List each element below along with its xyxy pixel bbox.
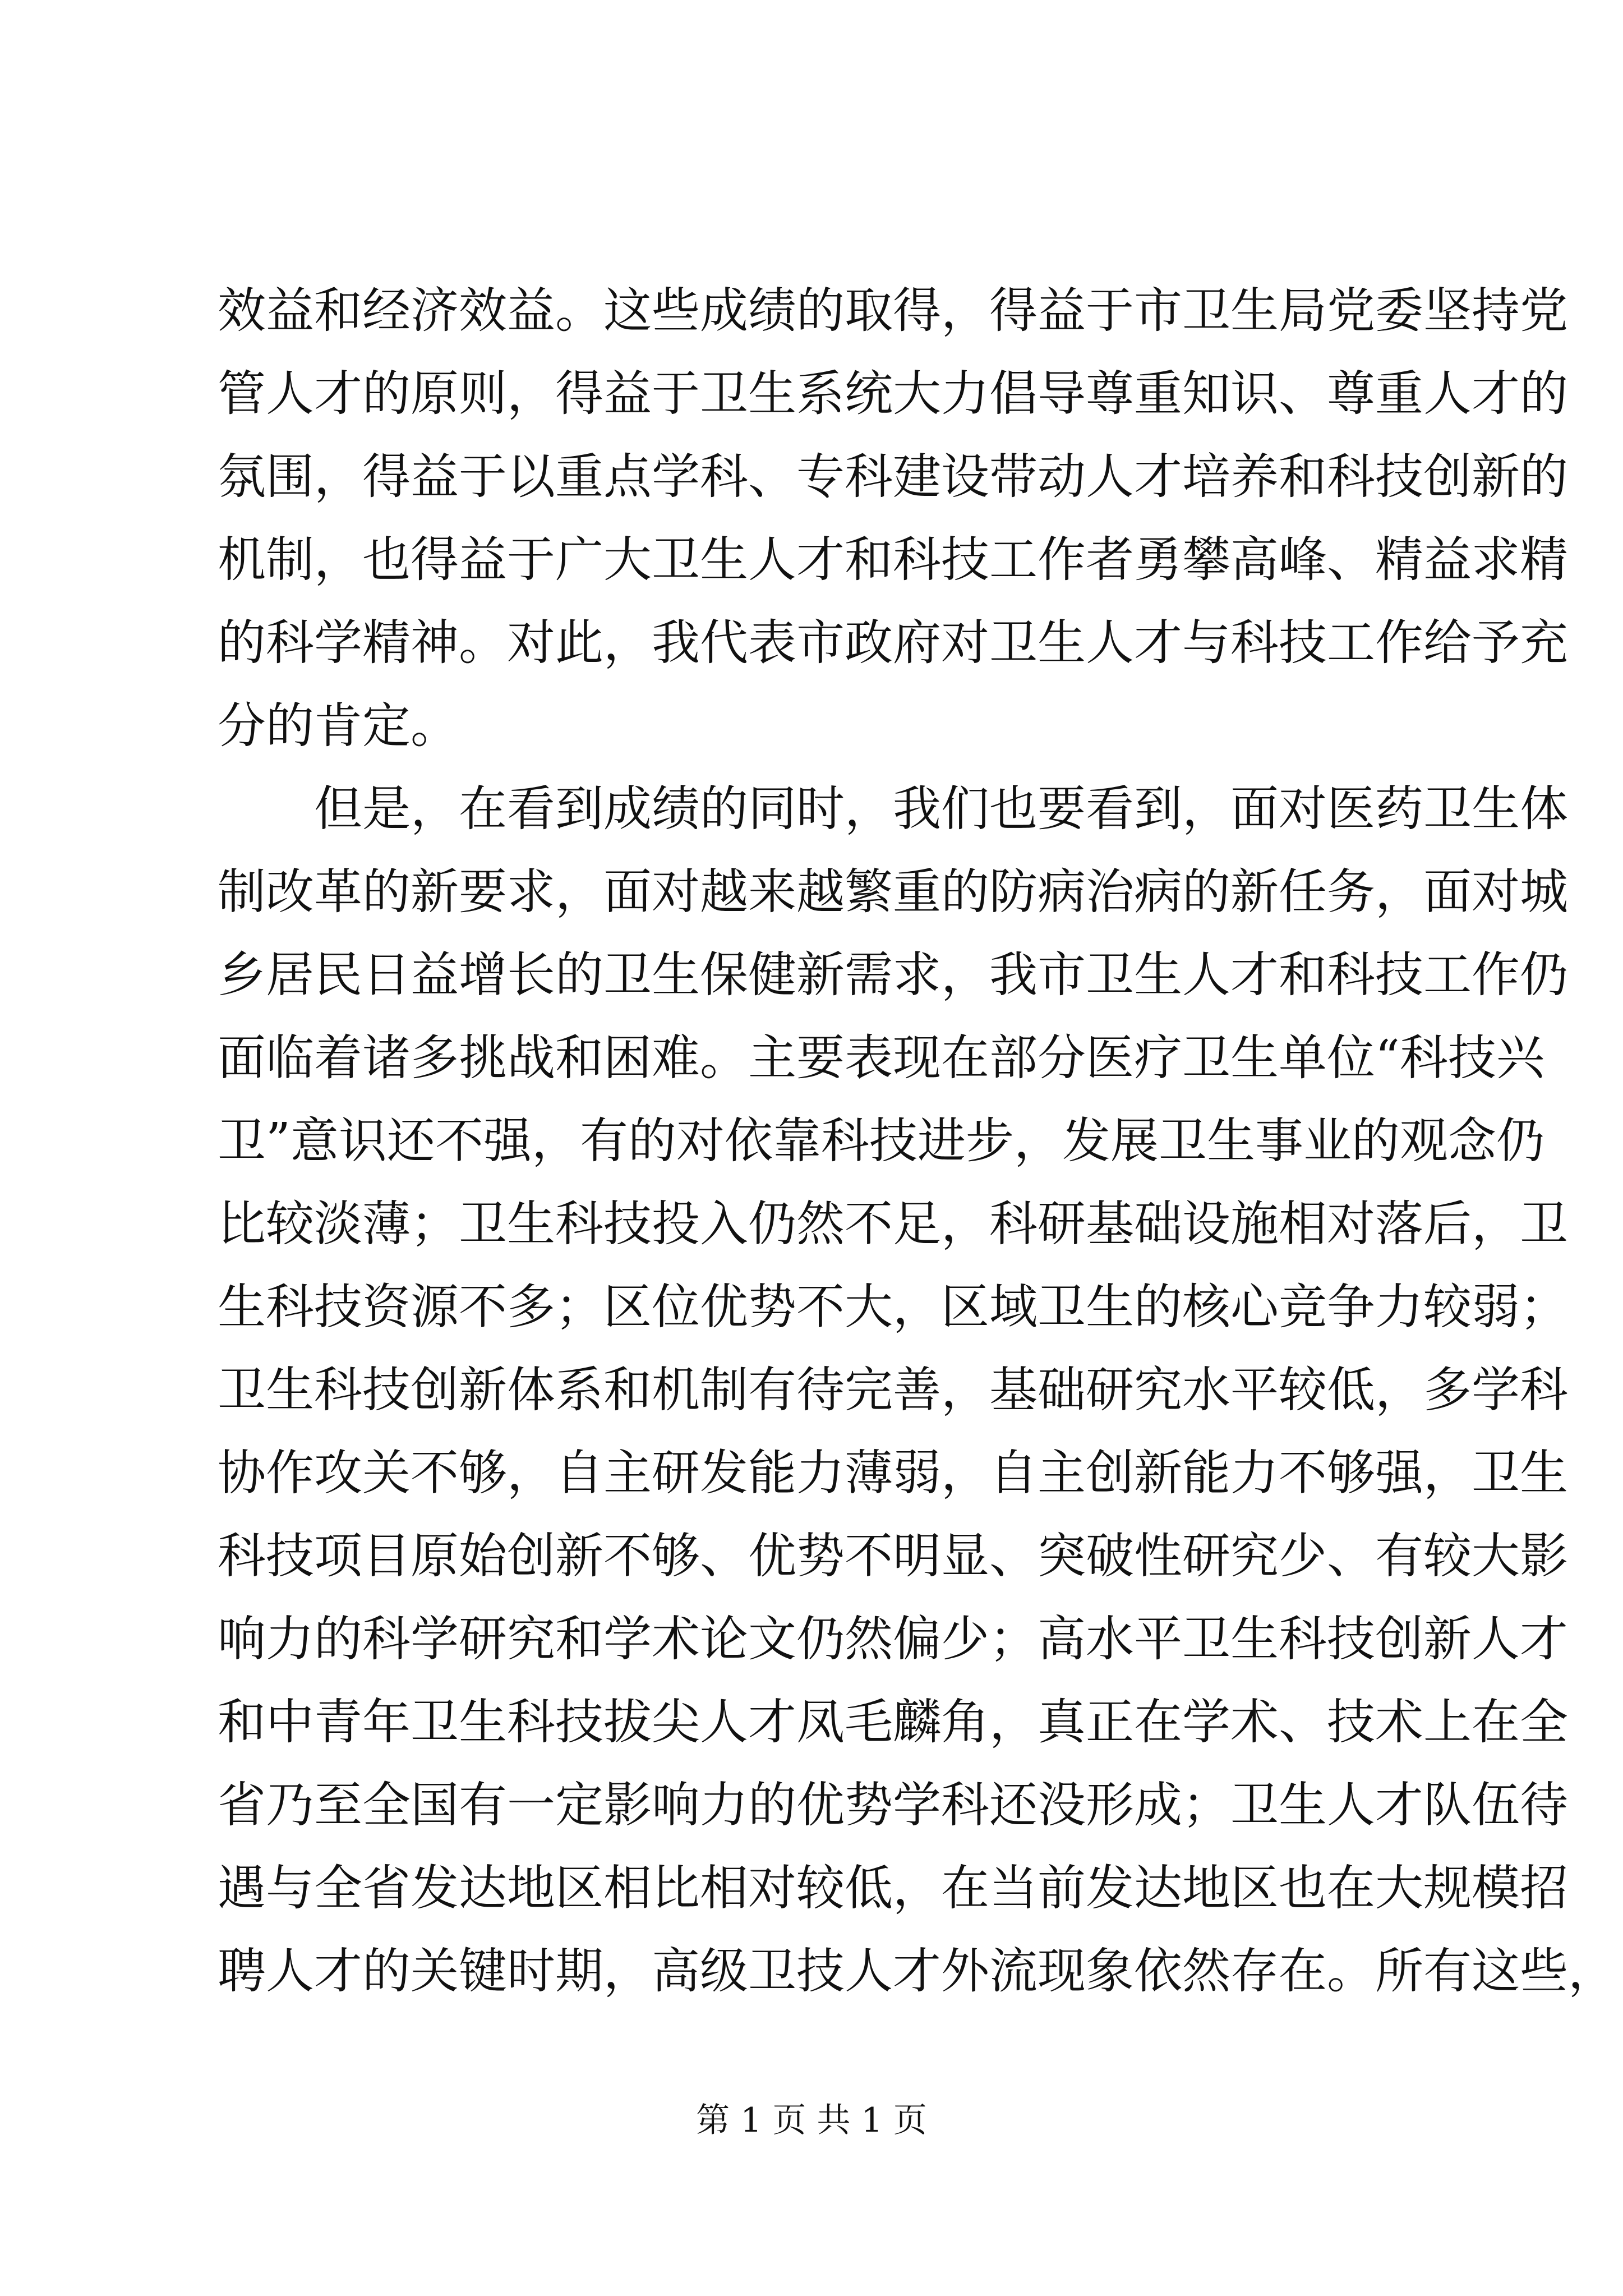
text-line: 但是，在看到成绩的同时，我们也要看到，面对医药卫生体 <box>218 781 1568 837</box>
text-line: 机制，也得益于广大卫生人才和科技工作者勇攀高峰、精益求精 <box>218 532 1568 588</box>
text-line: 制改革的新要求，面对越来越繁重的防病治病的新任务，面对城 <box>218 864 1568 920</box>
text-line: 效益和经济效益。这些成绩的取得，得益于市卫生局党委坚持党 <box>218 283 1568 339</box>
text-line: 氛围，得益于以重点学科、专科建设带动人才培养和科技创新的 <box>218 449 1568 505</box>
text-line: 分的肯定。 <box>218 698 459 754</box>
page-footer: 第 1 页 共 1 页 <box>696 2101 927 2140</box>
text-line: 面临着诸多挑战和困难。主要表现在部分医疗卫生单位“科技兴 <box>218 1030 1544 1086</box>
text-line: 省乃至全国有一定影响力的优势学科还没形成；卫生人才队伍待 <box>218 1777 1568 1833</box>
text-line: 卫生科技创新体系和机制有待完善，基础研究水平较低，多学科 <box>218 1362 1568 1418</box>
text-line: 比较淡薄；卫生科技投入仍然不足，科研基础设施相对落后，卫 <box>218 1196 1568 1252</box>
text-line: 科技项目原始创新不够、优势不明显、突破性研究少、有较大影 <box>218 1528 1568 1584</box>
text-line: 卫”意识还不强，有的对依靠科技进步，发展卫生事业的观念仍 <box>218 1113 1544 1169</box>
text-line: 的科学精神。对此，我代表市政府对卫生人才与科技工作给予充 <box>218 615 1568 671</box>
text-line: 和中青年卫生科技拔尖人才凤毛麟角，真正在学术、技术上在全 <box>218 1694 1568 1750</box>
text-line: 聘人才的关键时期，高级卫技人才外流现象依然存在。所有这些， <box>218 1943 1616 1999</box>
text-line: 生科技资源不多；区位优势不大，区域卫生的核心竞争力较弱； <box>218 1279 1568 1335</box>
body-text <box>218 269 1616 2013</box>
text-line: 乡居民日益增长的卫生保健新需求，我市卫生人才和科技工作仍 <box>218 947 1568 1003</box>
text-line: 响力的科学研究和学术论文仍然偏少；高水平卫生科技创新人才 <box>218 1611 1568 1667</box>
text-line: 管人才的原则，得益于卫生系统大力倡导尊重知识、尊重人才的 <box>218 366 1568 422</box>
text-line: 协作攻关不够，自主研发能力薄弱，自主创新能力不够强，卫生 <box>218 1445 1568 1501</box>
text-line: 遇与全省发达地区相比相对较低，在当前发达地区也在大规模招 <box>218 1860 1568 1916</box>
